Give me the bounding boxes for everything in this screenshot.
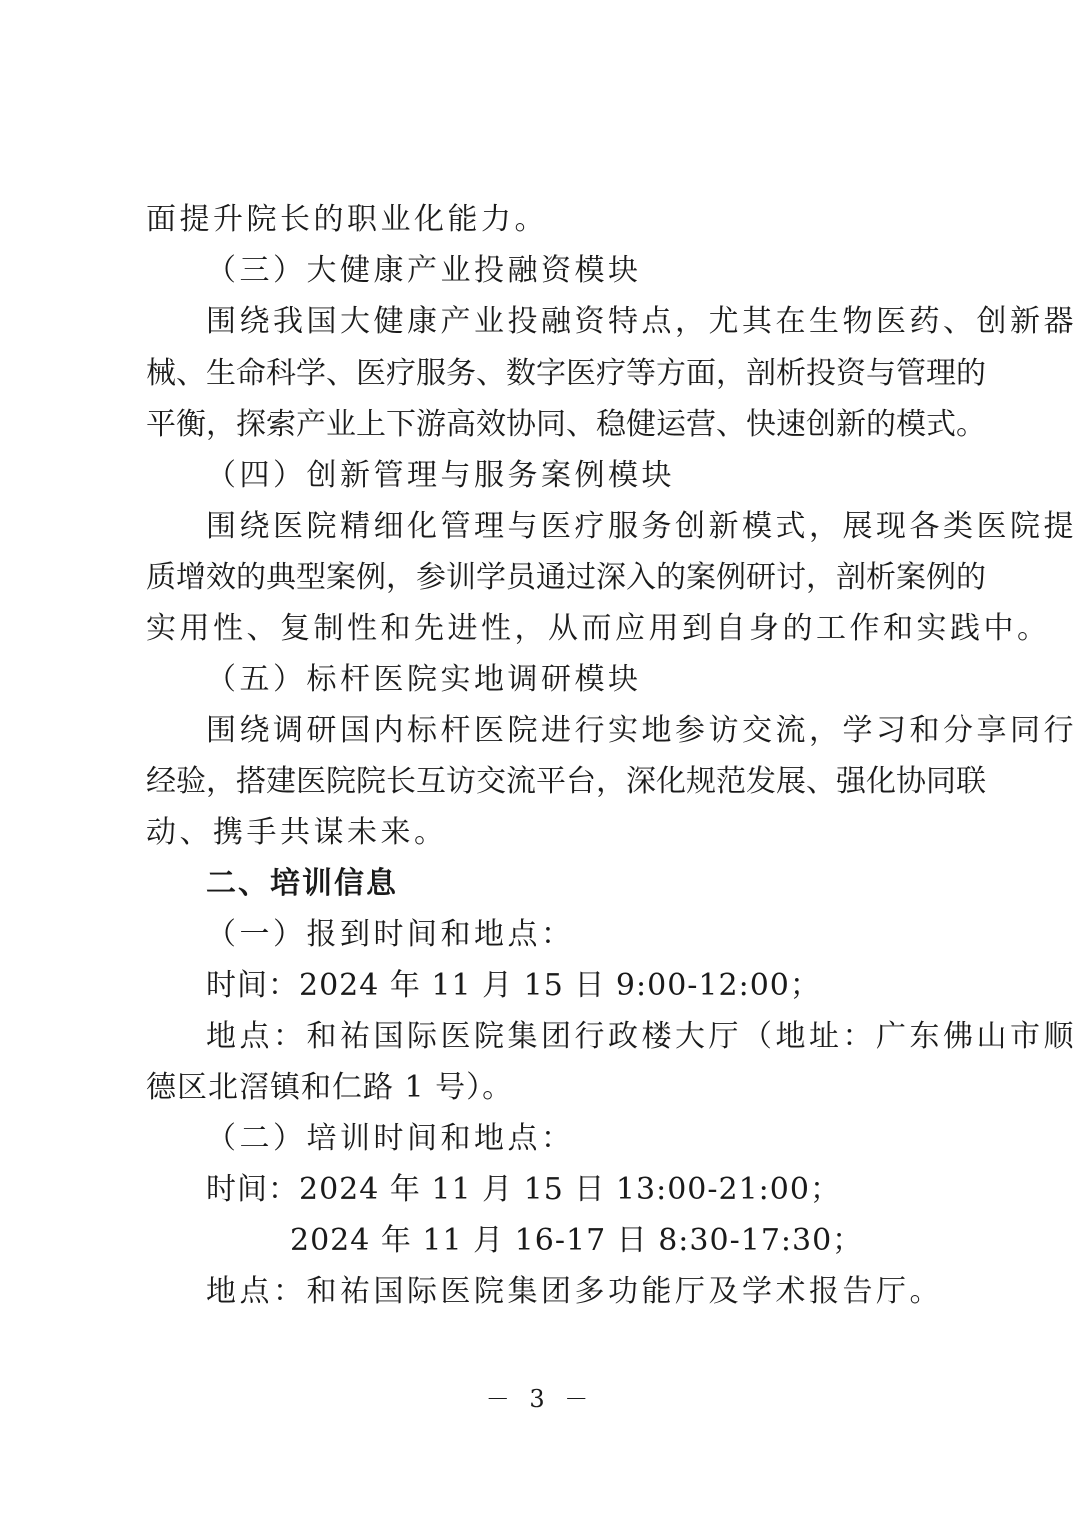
page-number: － 3 － <box>485 1385 595 1413</box>
registration-time: 时间：2024 年 11 月 15 日 9:00-12:00； <box>206 968 821 1003</box>
paragraph-line: 实用性、复制性和先进性，从而应用到自身的工作和实践中。 <box>146 611 1051 646</box>
training-time-1: 时间：2024 年 11 月 15 日 13:00-21:00； <box>206 1172 841 1207</box>
paragraph-line: 械、生命科学、医疗服务、数字医疗等方面，剖析投资与管理的 <box>146 356 986 391</box>
main-heading-training-info: 二、培训信息 <box>206 866 398 901</box>
training-location: 地点：和祐国际医院集团多功能厅及学术报告厅。 <box>206 1274 943 1309</box>
subheading-training: （二）培训时间和地点： <box>206 1121 575 1156</box>
paragraph-line: 围绕医院精细化管理与医疗服务创新模式，展现各类医院提 <box>206 509 1077 544</box>
paragraph-line: 动、携手共谋未来。 <box>146 815 448 850</box>
paragraph-line: 质增效的典型案例，参训学员通过深入的案例研讨，剖析案例的 <box>146 560 986 595</box>
paragraph-line: 围绕调研国内标杆医院进行实地参访交流，学习和分享同行 <box>206 713 1077 748</box>
paragraph-line: 经验，搭建医院院长互访交流平台，深化规范发展、强化协同联 <box>146 764 986 799</box>
registration-location: 地点：和祐国际医院集团行政楼大厅（地址：广东佛山市顺 <box>206 1019 1077 1054</box>
section-heading-3: （三）大健康产业投融资模块 <box>206 253 642 288</box>
section-heading-5: （五）标杆医院实地调研模块 <box>206 662 642 697</box>
paragraph-line: 平衡，探索产业上下游高效协同、稳健运营、快速创新的模式。 <box>146 407 986 442</box>
training-time-2: 2024 年 11 月 16-17 日 8:30-17:30； <box>290 1223 864 1258</box>
paragraph-line: 面提升院长的职业化能力。 <box>146 202 548 237</box>
paragraph-line: 围绕我国大健康产业投融资特点，尤其在生物医药、创新器 <box>206 304 1077 339</box>
registration-address: 德区北滘镇和仁路 1 号）。 <box>146 1070 514 1105</box>
subheading-registration: （一）报到时间和地点： <box>206 917 575 952</box>
section-heading-4: （四）创新管理与服务案例模块 <box>206 458 675 493</box>
